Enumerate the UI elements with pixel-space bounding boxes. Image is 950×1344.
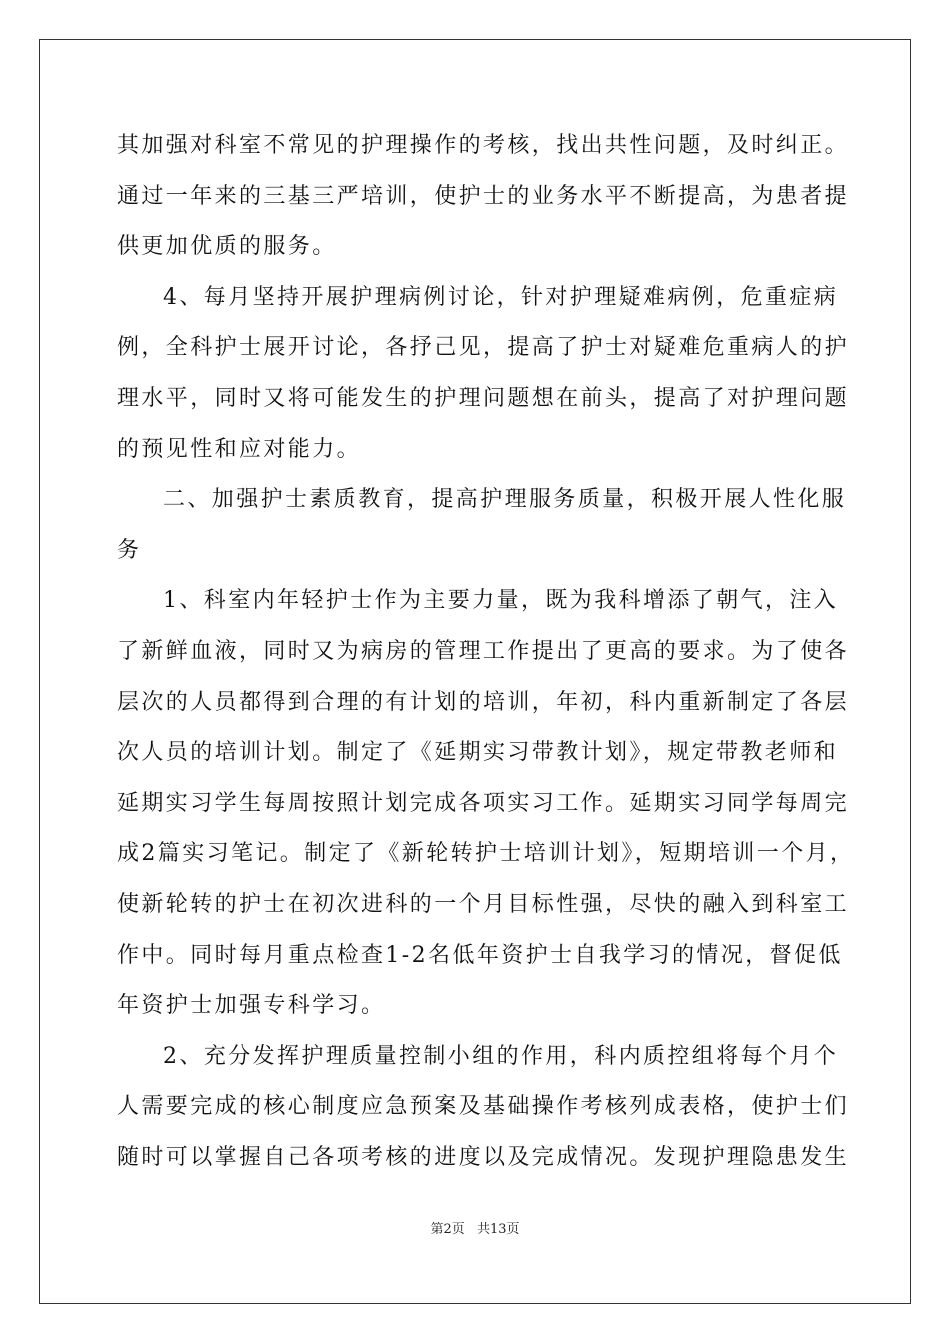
- text-line: 4、每月坚持开展护理病例讨论，针对护理疑难病例，危重症病: [163, 284, 839, 310]
- page-number: 第2页: [430, 1222, 465, 1237]
- text-line: 成2篇实习笔记。制定了《新轮转护士培训计划》，短期培训一个月，: [117, 841, 855, 867]
- text-line: 理水平，同时又将可能发生的护理问题想在前头，提高了对护理问题: [117, 385, 850, 411]
- text-line: 例，全科护士展开讨论，各抒己见，提高了护士对疑难危重病人的护: [117, 335, 850, 361]
- document-body: [117, 121, 855, 1183]
- text-line: 其加强对科室不常见的护理操作的考核，找出共性问题，及时纠正。: [117, 133, 850, 158]
- text-line: 次人员的培训计划。制定了《延期实习带教计划》，规定带教老师和: [117, 740, 839, 766]
- text-line: 了新鲜血液，同时又为病房的管理工作提出了更高的要求。为了使各: [117, 638, 850, 664]
- text-line: 层次的人员都得到合理的有计划的培训，年初，科内重新制定了各层: [117, 689, 850, 715]
- text-line: 通过一年来的三基三严培训，使护士的业务水平不断提高，为患者提: [117, 183, 850, 209]
- text-line: 供更加优质的服务。: [117, 234, 337, 260]
- paragraph: [117, 1032, 850, 1184]
- page-footer: [0, 1218, 950, 1237]
- total-pages: 共13页: [476, 1222, 520, 1237]
- paragraph: [117, 475, 847, 576]
- text-line: 作中。同时每月重点检查1-2名低年资护士自我学习的情况，督促低: [117, 942, 843, 968]
- paragraph: [117, 273, 850, 475]
- text-line: 随时可以掌握自己各项考核的进度以及完成情况。发现护理隐患发生: [117, 1144, 850, 1170]
- text-line: 人需要完成的核心制度应急预案及基础操作考核列成表格，使护士们: [117, 1094, 850, 1120]
- paragraph: [117, 121, 850, 273]
- text-line: 二、加强护士素质教育，提高护理服务质量，积极开展人性化服: [163, 487, 847, 513]
- text-line: 年资护士加强专科学习。: [117, 993, 386, 1019]
- text-line: 务: [117, 537, 142, 563]
- text-line: 延期实习学生每周按照计划完成各项实习工作。延期实习同学每周完: [117, 790, 850, 816]
- text-line: 使新轮转的护士在初次进科的一个月目标性强，尽快的融入到科室工: [117, 891, 850, 917]
- text-line: 的预见性和应对能力。: [117, 436, 362, 462]
- text-line: 1、科室内年轻护士作为主要力量，既为我科增添了朝气，注入: [163, 588, 839, 614]
- text-line: 2、充分发挥护理质量控制小组的作用，科内质控组将每个月个: [163, 1043, 839, 1069]
- paragraph: [117, 576, 855, 1031]
